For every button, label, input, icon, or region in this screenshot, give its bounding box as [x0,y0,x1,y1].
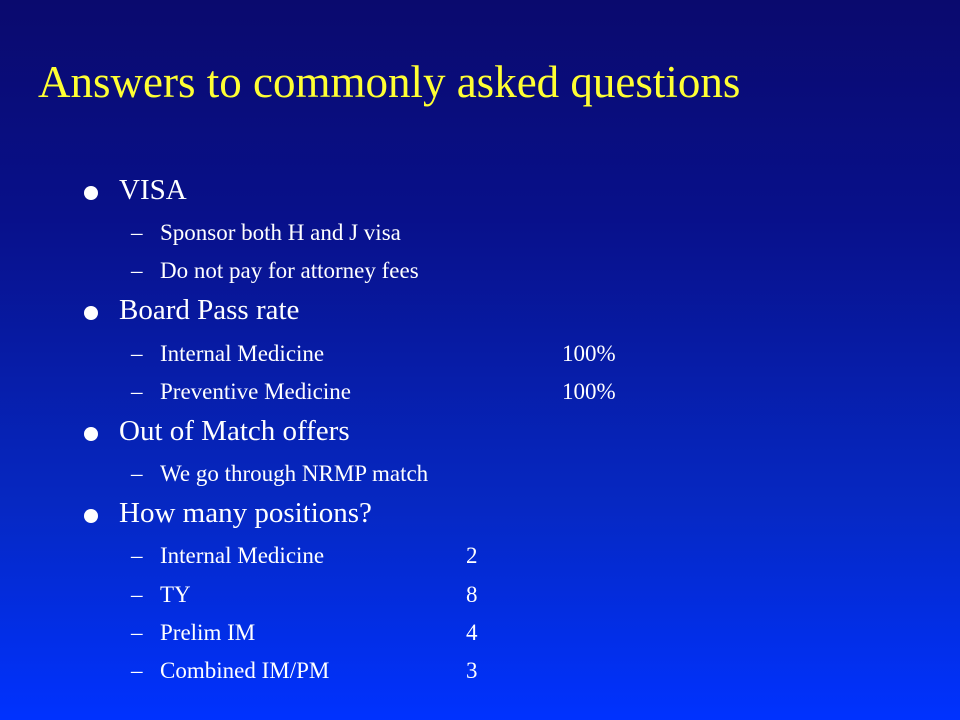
dash-icon: – [131,620,143,645]
dash-icon: – [131,543,143,568]
bullet-heading: VISA [119,174,187,206]
dash-icon: – [131,658,143,683]
bullet-heading: Out of Match offers [119,415,350,447]
sub-item-label: Prelim IM [160,620,256,645]
sub-item-label: Internal Medicine [160,543,325,568]
sub-item-label: Sponsor both H and J visa [160,220,401,245]
dash-icon: – [131,341,143,366]
sub-item-label: Preventive Medicine [160,379,351,404]
slide-title: Answers to commonly asked questions [38,57,741,107]
sub-item-label: Internal Medicine [160,341,325,366]
dash-icon: – [131,258,143,283]
sub-item-value: 100% [562,341,616,366]
bullet-dot-icon [84,427,98,441]
sub-item-label: Do not pay for attorney fees [160,258,419,283]
bullet-heading: How many positions? [119,497,372,529]
dash-icon: – [131,461,143,486]
bullet-heading: Board Pass rate [119,294,300,326]
dash-icon: – [131,582,143,607]
sub-item-label: We go through NRMP match [160,461,429,486]
sub-item-value: 2 [466,543,478,568]
sub-item-value: 100% [562,379,616,404]
bullet-dot-icon [84,509,98,523]
bullet-dot-icon [84,306,98,320]
sub-item-value: 4 [466,620,478,645]
sub-item-value: 8 [466,582,478,607]
sub-item-label: Combined IM/PM [160,658,330,683]
sub-item-label: TY [160,582,191,607]
dash-icon: – [131,379,143,404]
dash-icon: – [131,220,143,245]
sub-item-value: 3 [466,658,478,683]
bullet-dot-icon [84,186,98,200]
